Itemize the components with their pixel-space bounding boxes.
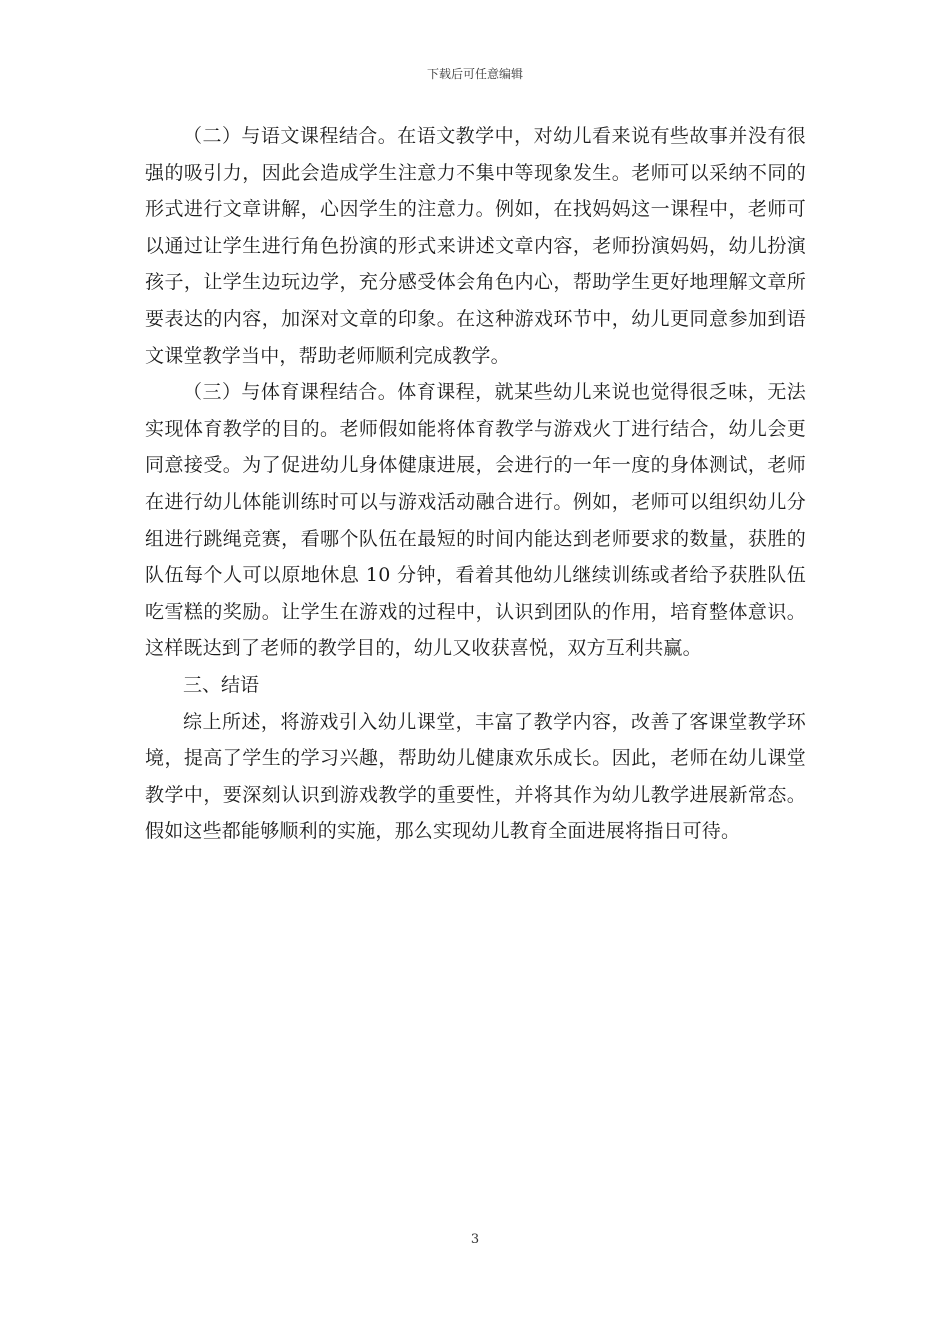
- section-heading-conclusion: 三、结语: [183, 673, 260, 696]
- paragraph-pe-course: （三）与体育课程结合。体育课程，就某些幼儿来说也觉得很乏味，无法实现体育教学的目的。老师假如能将体育教学与游戏火丁进行结合，幼儿会更同意接受。为了促进幼儿身体健康进展，会进行的一年一度的身体测试，老师在进行幼儿体能训练时可以与游戏活动融合进行。例如，老师可以组织幼儿分组进行跳绳竞赛，看哪个队伍在最短的时间内能达到老师要求的数量，获胜的队伍每个人可以原地休息 10 分钟，看着其他幼儿继续训练或者给予获胜队伍吃雪糕的奖励。让学生在游戏的过程中，认识到团队的作用，培育整体意识。这样既达到了老师的教学目的，幼儿又收获喜悦，双方互利共赢。: [145, 381, 806, 660]
- page-number: 3: [470, 1232, 480, 1247]
- paragraph-conclusion: 综上所述，将游戏引入幼儿课堂，丰富了教学内容，改善了客课堂教学环境，提高了学生的学习兴趣，帮助幼儿健康欢乐成长。因此，老师在幼儿课堂教学中，要深刻认识到游戏教学的重要性，并将其作为幼儿教学进展新常态。假如这些都能够顺利的实施，那么实现幼儿教育全面进展将指日可待。: [145, 710, 806, 843]
- page-header: 下载后可任意编辑: [426, 67, 523, 81]
- paragraph-chinese-course: （二）与语文课程结合。在语文教学中，对幼儿看来说有些故事并没有很强的吸引力，因此会造成学生注意力不集中等现象发生。老师可以采纳不同的形式进行文章讲解，心因学生的注意力。例如，在找妈妈这一课程中，老师可以通过让学生进行角色扮演的形式来讲述文章内容，老师扮演妈妈，幼儿扮演孩子，让学生边玩边学，充分感受体会角色内心，帮助学生更好地理解文章所要表达的内容，加深对文章的印象。在这种游戏环节中，幼儿更同意参加到语文课堂教学当中，帮助老师顺利完成教学。: [145, 125, 806, 367]
- document-body: [145, 118, 806, 850]
